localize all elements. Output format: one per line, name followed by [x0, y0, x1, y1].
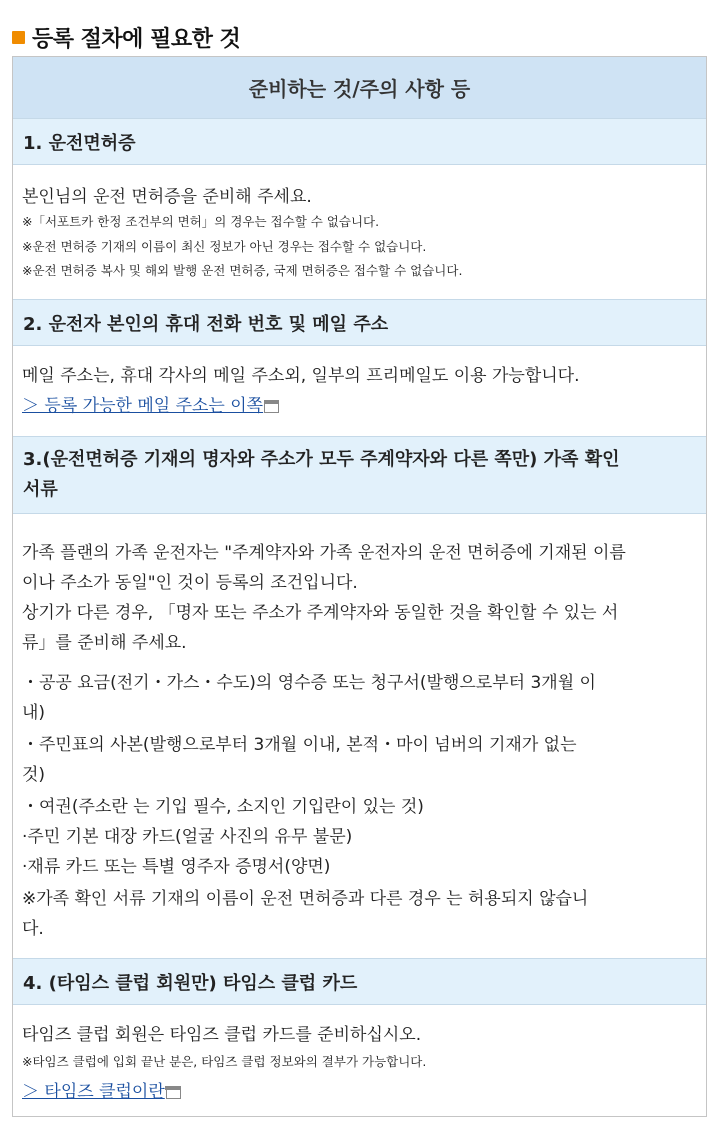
- section-3-note: 다.: [22, 919, 44, 939]
- section-1-line: 본인님의 운전 면허증을 준비해 주세요.: [22, 187, 312, 207]
- external-window-icon: [264, 400, 279, 413]
- section-4-line: 타임즈 클럽 회원은 타임즈 클럽 카드를 준비하십시오.: [22, 1025, 422, 1045]
- section-3-body: [13, 514, 706, 958]
- section-4-title: [13, 958, 706, 1005]
- page-title: 등록 절차에 필요한 것: [32, 27, 241, 52]
- external-window-icon: [166, 1086, 181, 1099]
- email-list-link-text[interactable]: ＞ 등록 가능한 메일 주소는 이쪽: [22, 396, 264, 416]
- section-4-note: ※타임즈 클럽에 입회 끝난 분은, 타임즈 클럽 정보와의 결부가 가능합니다.: [22, 1054, 427, 1069]
- table-header: 준비하는 것/주의 사항 등: [13, 57, 706, 119]
- section-3-title-line: 3.(운전면허증 기재의 명자와 주소가 모두 주계약자와 다른 쪽만) 가족 확인: [23, 449, 620, 470]
- section-3-list-item: ·재류 카드 또는 특별 영주자 증명서(양면): [22, 857, 331, 877]
- section-3-list-item: ・여권(주소란 는 기입 필수, 소지인 기입란이 있는 것): [22, 797, 424, 817]
- section-2-title-text: 2. 운전자 본인의 휴대 전화 번호 및 메일 주소: [23, 313, 389, 335]
- section-3-title: [13, 436, 706, 514]
- section-3-line: 류」를 준비해 주세요.: [22, 633, 187, 653]
- section-3-list-item: ・주민표의 사본(발행으로부터 3개월 이내, 본적・마이 넘버의 기재가 없는: [22, 735, 577, 755]
- section-4-title-text: 4. (타임스 클럽 회원만) 타임스 클럽 카드: [23, 972, 358, 994]
- section-3-title-line: 서류: [23, 479, 58, 500]
- section-3-line: 가족 플랜의 가족 운전자는 "주계약자와 가족 운전자의 운전 면허증에 기재된 이름: [22, 543, 626, 563]
- section-3-list-item: ·주민 기본 대장 카드(얼굴 사진의 유무 불문): [22, 827, 353, 847]
- email-list-link[interactable]: [22, 391, 279, 416]
- section-3-line: 상기가 다른 경우, 「명자 또는 주소가 주계약자와 동일한 것을 확인할 수 있는 서: [22, 603, 619, 623]
- section-3-line: 이나 주소가 동일"인 것이 등록의 조건입니다.: [22, 573, 358, 593]
- section-3-list-item: 내): [22, 703, 46, 723]
- section-2-title: [13, 299, 706, 346]
- section-3-list-item: 것): [22, 765, 46, 785]
- section-2-line: 메일 주소는, 휴대 각사의 메일 주소외, 일부의 프리메일도 이용 가능합니다.: [22, 366, 580, 386]
- page-heading: [12, 22, 240, 53]
- requirements-table: [12, 56, 707, 1117]
- section-2-body: [13, 346, 706, 436]
- section-3-list-item: ・공공 요금(전기・가스・수도)의 영수증 또는 청구서(발행으로부터 3개월 이: [22, 673, 596, 693]
- section-1-note: ※「서포트카 한정 조건부의 면허」의 경우는 접수할 수 없습니다.: [22, 214, 380, 229]
- section-1-title: [13, 118, 706, 165]
- section-3-note: ※가족 확인 서류 기재의 이름이 운전 면허증과 다른 경우 는 허용되지 않습니: [22, 889, 589, 909]
- heading-bullet-icon: [12, 31, 25, 44]
- section-1-title-text: 1. 운전면허증: [23, 132, 136, 154]
- times-club-link[interactable]: [22, 1077, 181, 1102]
- section-1-note: ※운전 면허증 기재의 이름이 최신 정보가 아닌 경우는 접수할 수 없습니다.: [22, 239, 427, 254]
- section-4-body: [13, 1005, 706, 1117]
- section-1-body: [13, 165, 706, 299]
- times-club-link-text[interactable]: ＞ 타임즈 클럽이란: [22, 1082, 165, 1102]
- section-1-note: ※운전 면허증 복사 및 해외 발행 운전 면허증, 국제 면허증은 접수할 수 없습니다.: [22, 263, 463, 278]
